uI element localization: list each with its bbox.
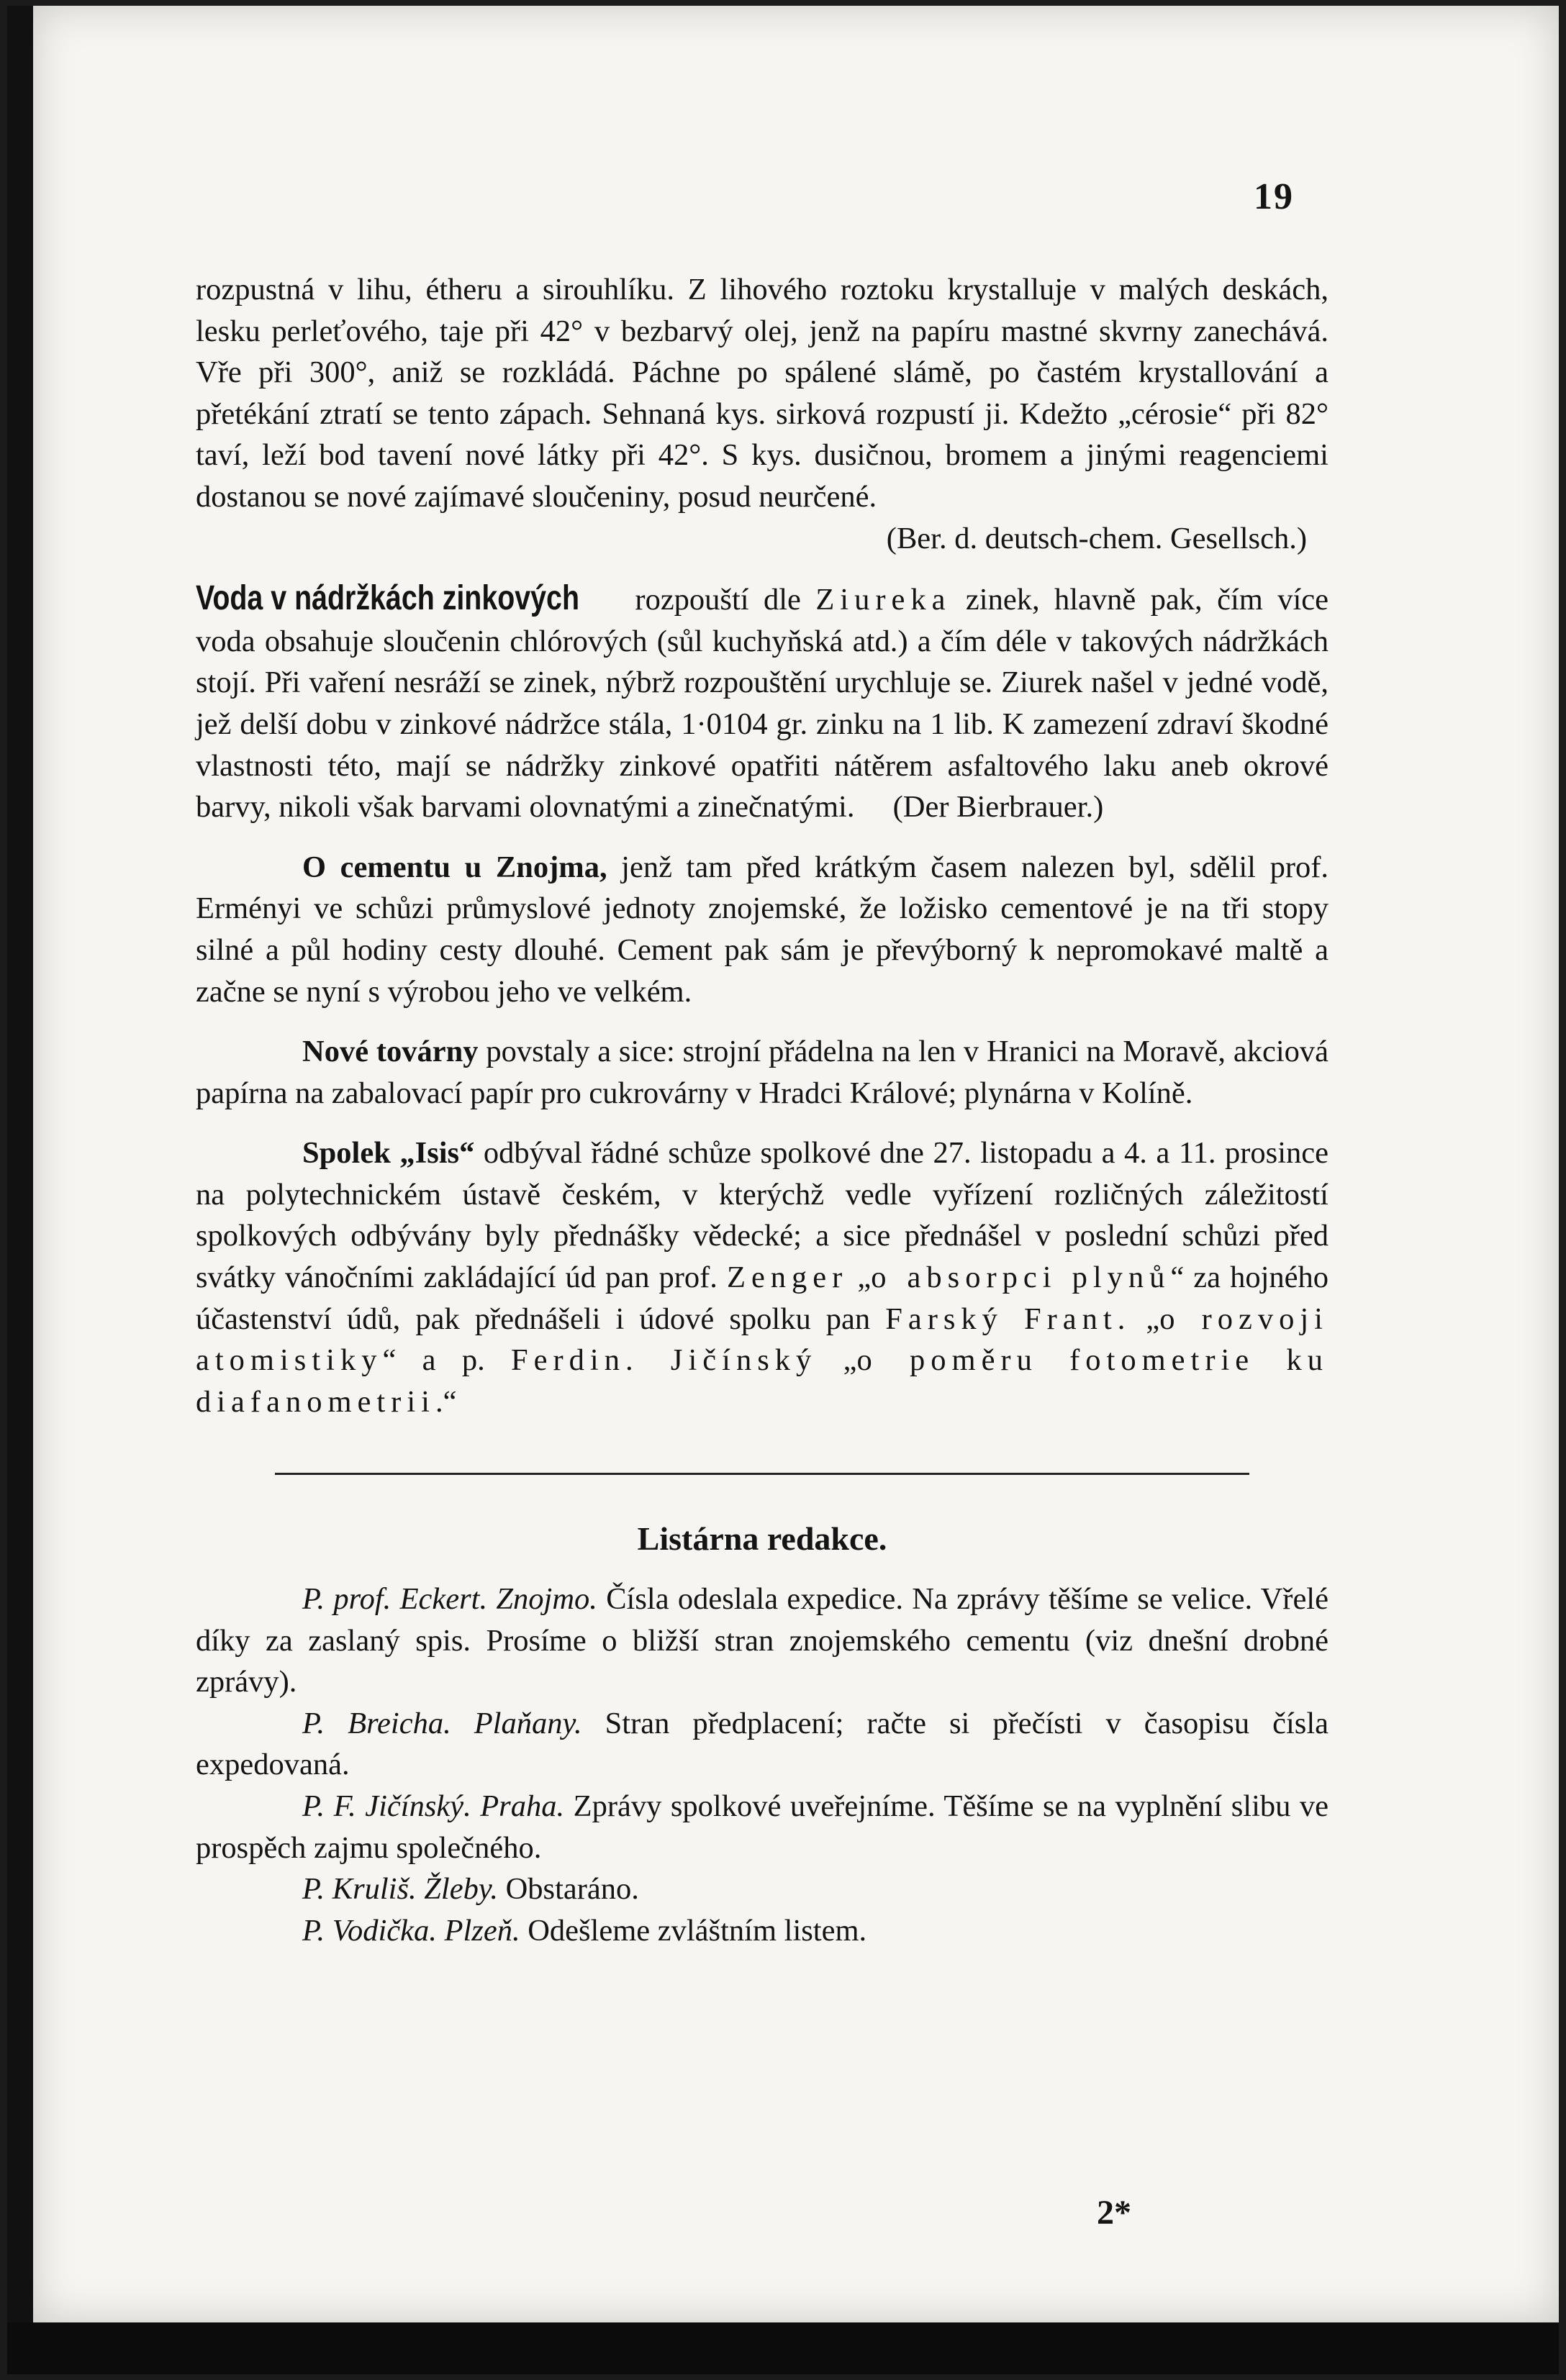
paragraph-cerosie: rozpustná v lihu, étheru a sirouhlíku. Z lihového roztoku krystalluje v malých deskách, lesku perleťového, taje při 42° v bezbarvý olej, jenž na papíru mastné skvrny zanechává. Vře při 300°, aniž se rozkládá. Páchne po spálené slámě, po častém krystallování a přetékání ztratí se tento zápach. Sehnaná kys. sirková rozpustí ji. Kdežto „cérosie“ při 82° taví, leží bod tavení nové látky při 42°. S kys. dusičnou, bromem a jinými reagenciemi dostanou se nové zajímavé sloučeniny, posud neurčené.	[196, 273, 1329, 514]
heading-voda: Voda v nádržkách zinkových	[196, 579, 579, 618]
paragraph-cement: O cementu u Znojma, jenž tam před krátkým časem nalezen byl, sdělil prof. Erményi ve schůzi průmyslové jednoty znojemské, že ložisko cementové je na tři stopy silné a půl hodiny cesty dlouhé. Cement pak sám je převýborný k nepromokavé maltě a začne se nyní s výrobou jeho ve velkém.	[196, 850, 1329, 1009]
listarna-heading: Listárna redakce.	[637, 1520, 887, 1558]
heading-isis: Spolek „Isis“	[302, 1136, 475, 1171]
letter-item: P. Breicha. Plaňany. Stran předplacení; račte si přečísti v časopisu čísla expedovaná.	[196, 1706, 1329, 1782]
page-text	[196, 269, 1329, 1951]
letter-recipient: P. prof. Eckert. Znojmo.	[302, 1582, 597, 1617]
letter-item: P. prof. Eckert. Znojmo. Čísla odeslala expedice. Na zprávy těšíme se velice. Vřelé díky za zaslaný spis. Prosíme o bližší stran znojemského cementu (viz dnešní drobné zprávy).	[196, 1582, 1329, 1699]
paragraph-isis: Spolek „Isis“ odbýval řádné schůze spolkové dne 27. listopadu a 4. a 11. prosince na polytechnickém ústavě českém, v kterýchž vedle vyřízení rozličných záležitostí spolkových odbývány byly přednášky vědecké; a sice přednášel v poslední schůzi před svátky vánočními zakládající úd pan prof. Zenger „o absorpci plynů“ za hojného účastenství údů, pak přednášeli i údové spolku pan Farský Frant. „o rozvoji atomistiky“ a p. Ferdin. Jičínský „o poměru fotometrie ku diafanometrii.“	[196, 1136, 1329, 1419]
heading-tovarny: Nové továrny	[302, 1035, 479, 1069]
letter-recipient: P. F. Jičínský. Praha.	[302, 1789, 565, 1823]
heading-cement: O cementu u Znojma,	[302, 850, 607, 884]
scan-frame	[7, 6, 1559, 2374]
signature-mark: 2*	[1097, 2194, 1131, 2232]
paragraph-tovarny: Nové továrny povstaly a sice: strojní přádelna na len v Hranici na Moravě, akciová papírna na zabalovací papír pro cukrovárny v Hradci Králové; plynárna v Kolíně.	[196, 1035, 1329, 1110]
letter-item: P. Vodička. Plzeň. Odešleme zvláštním listem.	[302, 1913, 867, 1948]
source-citation: (Der Bierbrauer.)	[892, 790, 1104, 825]
book-page	[33, 6, 1559, 2322]
letter-recipient: P. Kruliš. Žleby.	[302, 1872, 498, 1907]
letter-item: P. F. Jičínský. Praha. Zprávy spolkové uveřejníme. Těšíme se na vyplnění slibu ve prospěch zajmu společného.	[196, 1789, 1329, 1865]
page-number: 19	[1254, 176, 1294, 217]
source-citation: (Ber. d. deutsch-chem. Gesellsch.)	[886, 521, 1307, 555]
letter-item: P. Kruliš. Žleby. Obstaráno.	[302, 1872, 639, 1907]
letter-recipient: P. Breicha. Plaňany.	[302, 1706, 582, 1740]
paragraph-voda: Voda v nádržkách zinkových rozpouští dle Ziureka zinek, hlavně pak, čím více voda obsahuje sloučenin chlórových (sůl kuchyňská atd.) a čím déle v takových nádržkách stojí. Při vaření nesráží se zinek, nýbrž rozpouštění urychluje se. Ziurek našel v jedné vodě, jež delší dobu v zinkové nádržce stála, 1·0104 gr. zinku na 1 lib. K zamezení zdraví škodné vlastnosti této, mají se nádržky zinkové opatřiti nátěrem asfaltového laku aneb okrové barvy, nikoli však barvami olovnatými a zinečnatými. (Der Bierbrauer.)	[196, 579, 1329, 825]
letter-recipient: P. Vodička. Plzeň.	[302, 1913, 520, 1948]
scan-bottom-edge	[7, 2322, 1559, 2374]
author-name: Ziureka	[815, 583, 951, 617]
section-divider	[275, 1473, 1249, 1475]
